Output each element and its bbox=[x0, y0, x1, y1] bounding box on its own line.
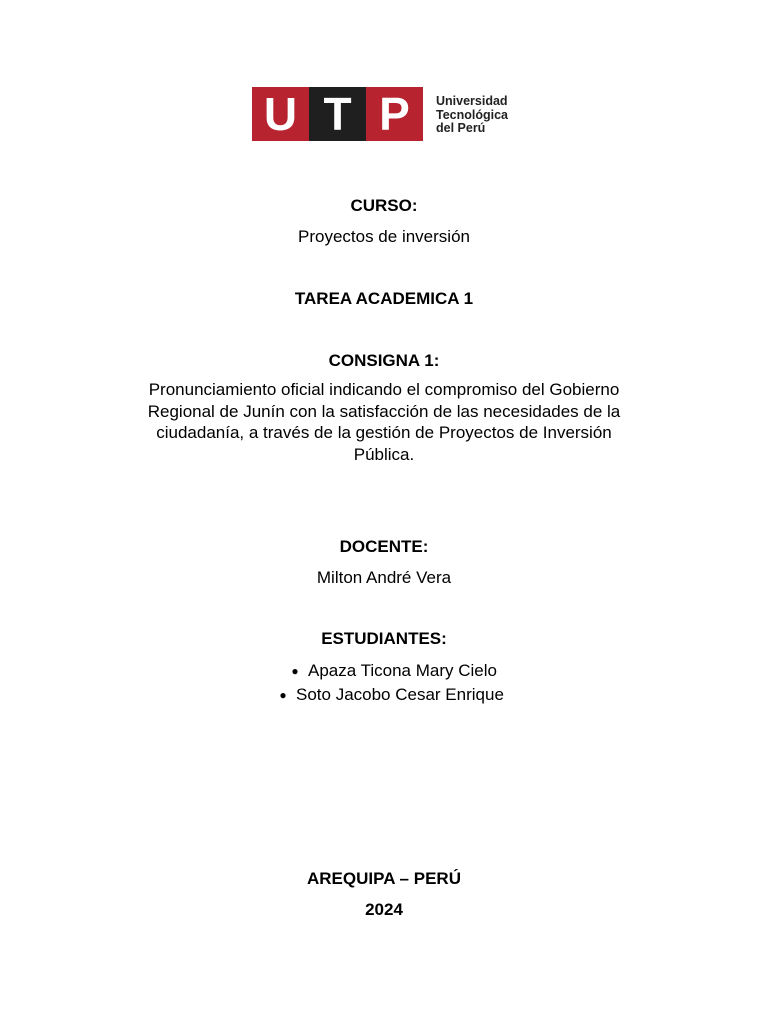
student-name: Apaza Ticona Mary Cielo bbox=[308, 661, 497, 680]
course-name: Proyectos de inversión bbox=[298, 227, 470, 246]
year: 2024 bbox=[365, 900, 403, 919]
bullet-icon: ● bbox=[291, 664, 299, 678]
logo-name-line-1: Universidad bbox=[436, 94, 508, 108]
logo-letter-t: T bbox=[309, 87, 366, 141]
list-item bbox=[270, 659, 504, 683]
logo-letter-p: P bbox=[366, 87, 423, 141]
students-list bbox=[270, 659, 504, 707]
location: AREQUIPA – PERÚ bbox=[307, 869, 461, 888]
teacher-name: Milton André Vera bbox=[316, 568, 452, 587]
students-heading: ESTUDIANTES: bbox=[321, 629, 447, 648]
student-name: Soto Jacobo Cesar Enrique bbox=[296, 685, 504, 704]
course-heading: CURSO: bbox=[350, 196, 418, 215]
teacher-heading: DOCENTE: bbox=[339, 537, 429, 556]
list-item bbox=[270, 683, 504, 707]
logo-letter-u: U bbox=[252, 87, 309, 141]
utp-logo bbox=[252, 87, 522, 141]
task-title: TAREA ACADEMICA 1 bbox=[294, 289, 474, 308]
assignment-heading: CONSIGNA 1: bbox=[328, 351, 440, 370]
assignment-text: Pronunciamiento oficial indicando el compromiso del Gobierno Regional de Junín con la satisfacción de las necesidades de la ciudadanía, a través de la gestión de Proyectos de Inversión Pública. bbox=[147, 380, 621, 464]
logo-name-line-3: del Perú bbox=[436, 121, 486, 135]
logo-name-line-2: Tecnológica bbox=[436, 107, 509, 122]
logo-university-name bbox=[436, 95, 508, 136]
bullet-icon: ● bbox=[279, 688, 287, 702]
